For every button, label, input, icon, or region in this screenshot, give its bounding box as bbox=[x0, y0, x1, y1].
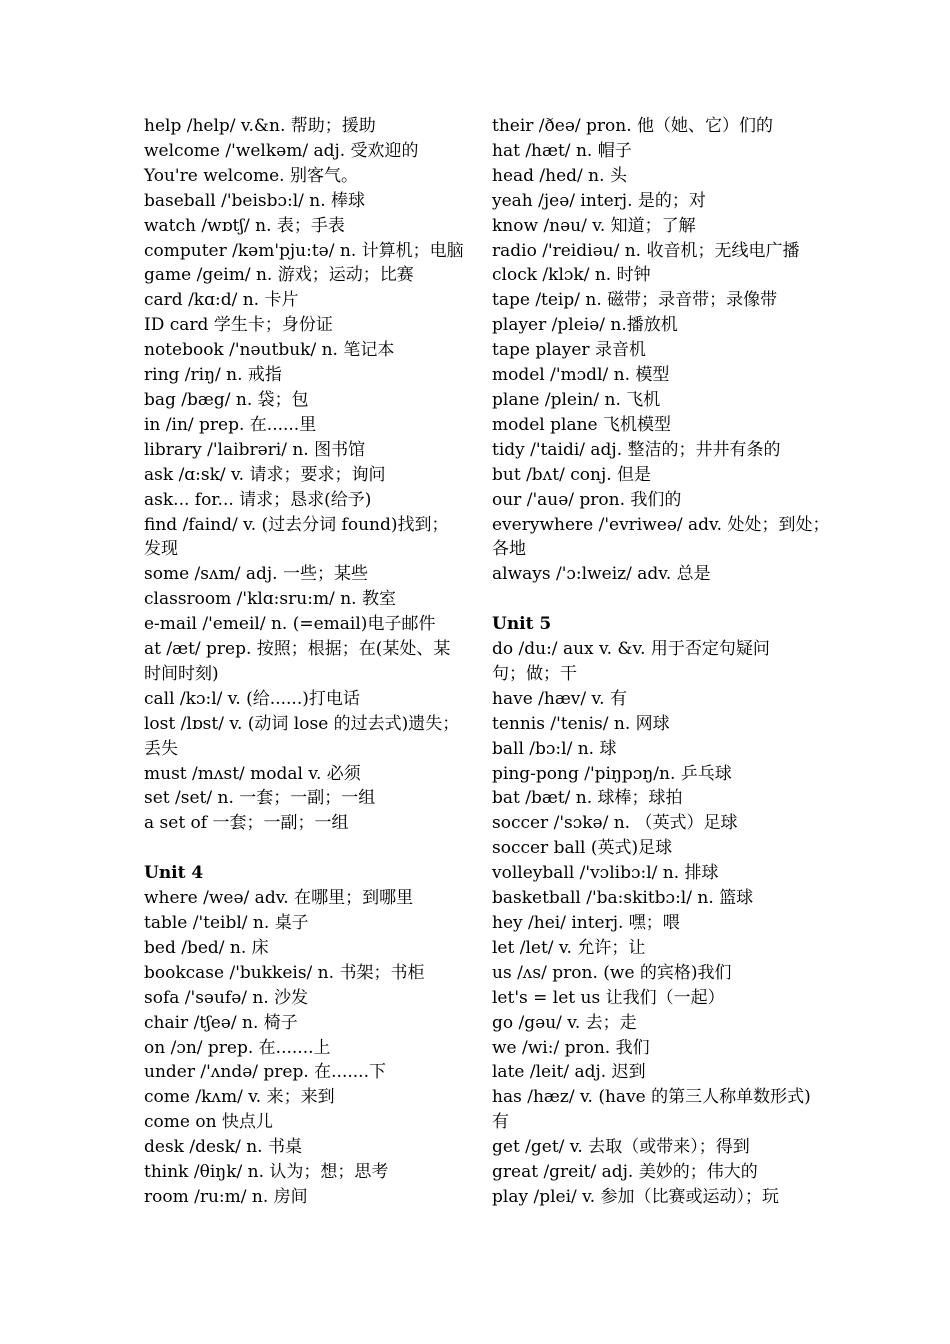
vocab-entry: table /'teibl/ n. 桌子 bbox=[144, 912, 309, 933]
vocab-entry: classroom /'klɑ:sru:m/ n. 教室 bbox=[144, 589, 396, 610]
vocab-entry: head /hed/ n. 头 bbox=[492, 165, 627, 186]
vocab-entry: notebook /'nəutbuk/ n. 笔记本 bbox=[144, 340, 395, 361]
vocab-list-a bbox=[492, 114, 822, 513]
vocab-entry: ID card 学生卡；身份证 bbox=[144, 315, 333, 336]
vocab-entry: get /get/ v. 去取（或带来）；得到 bbox=[492, 1137, 750, 1158]
vocab-entry: ping-pong /'piŋpɔŋ/n. 乒乓球 bbox=[492, 763, 732, 784]
vocab-entry: set /set/ n. 一套；一副；一组 bbox=[144, 788, 376, 809]
vocab-entry: radio /'reidiəu/ n. 收音机；无线电广播 bbox=[492, 240, 800, 261]
vocab-entry: tennis /'tenis/ n. 网球 bbox=[492, 713, 670, 734]
vocab-entry: sofa /'səufə/ n. 沙发 bbox=[144, 987, 309, 1008]
vocab-entry-at: at /æt/ prep. 按照；根据；在(某处、某 bbox=[144, 639, 451, 660]
vocab-entry: room /ru:m/ n. 房间 bbox=[144, 1186, 308, 1207]
vocab-entry: us /ʌs/ pron. (we 的宾格)我们 bbox=[492, 962, 732, 983]
vocab-entry: under /'ʌndə/ prep. 在.......下 bbox=[144, 1062, 386, 1083]
vocab-entry: model plane 飞机模型 bbox=[492, 414, 672, 435]
vocab-entry: but /bʌt/ conj. 但是 bbox=[492, 464, 652, 485]
vocab-entry: plane /plein/ n. 飞机 bbox=[492, 389, 661, 410]
vocab-entry: ask /ɑ:sk/ v. 请求；要求；询问 bbox=[144, 464, 386, 485]
vocab-entry-has-cont: 有 bbox=[492, 1112, 509, 1133]
vocab-entry: hat /hæt/ n. 帽子 bbox=[492, 140, 632, 161]
vocab-entry: let's = let us 让我们（一起） bbox=[492, 987, 725, 1008]
vocab-entry: know /nəu/ v. 知道；了解 bbox=[492, 215, 696, 236]
right-column bbox=[492, 114, 830, 1210]
vocab-entry: player /pleiə/ n.播放机 bbox=[492, 315, 678, 336]
vocab-entry: a set of 一套；一副；一组 bbox=[144, 813, 349, 834]
vocab-entry: yeah /jeə/ interj. 是的；对 bbox=[492, 190, 706, 211]
vocab-entry: soccer /'sɔkə/ n. （英式）足球 bbox=[492, 813, 738, 834]
vocab-entry: welcome /'welkəm/ adj. 受欢迎的 bbox=[144, 140, 419, 161]
vocab-entry-always: always /'ɔ:lweiz/ adv. 总是 bbox=[492, 564, 711, 585]
unit-4-heading: Unit 4 bbox=[144, 863, 204, 884]
vocab-entry-call: call /kɔ:l/ v. (给......)打电话 bbox=[144, 688, 360, 709]
vocab-entry: we /wi:/ pron. 我们 bbox=[492, 1037, 650, 1058]
vocab-entry: basketball /'ba:skitbɔ:l/ n. 篮球 bbox=[492, 888, 754, 909]
vocab-entry-do-cont: 句；做；干 bbox=[492, 663, 577, 684]
vocab-entry-find: find /faind/ v. (过去分词 found)找到； bbox=[144, 514, 449, 535]
vocab-entry: some /sʌm/ adj. 一些；某些 bbox=[144, 564, 368, 585]
vocab-entry: come /kʌm/ v. 来；来到 bbox=[144, 1087, 335, 1108]
vocab-entry: soccer ball (英式)足球 bbox=[492, 838, 673, 859]
vocab-entry: come on 快点儿 bbox=[144, 1112, 273, 1133]
vocab-entry: bag /bæg/ n. 袋；包 bbox=[144, 389, 309, 410]
vocab-entry-do: do /du:/ aux v. &v. 用于否定句疑问 bbox=[492, 639, 770, 660]
vocab-entry: You're welcome. 别客气。 bbox=[144, 165, 358, 186]
vocab-entry-lost: lost /lɒst/ v. (动词 lose 的过去式)遗失； bbox=[144, 713, 460, 734]
vocab-entry: great /greit/ adj. 美妙的；伟大的 bbox=[492, 1162, 758, 1183]
vocab-entry: their /ðeə/ pron. 他（她、它）们的 bbox=[492, 116, 774, 136]
unit-5-heading: Unit 5 bbox=[492, 614, 552, 635]
vocab-entry: must /mʌst/ modal v. 必须 bbox=[144, 763, 361, 784]
vocab-list-a bbox=[144, 114, 469, 513]
vocab-entry: have /hæv/ v. 有 bbox=[492, 688, 627, 709]
vocab-entry: library /'laibrəri/ n. 图书馆 bbox=[144, 439, 366, 460]
vocab-entry-at-cont: 时间时刻) bbox=[144, 663, 219, 684]
vocab-entry: watch /wɒtʃ/ n. 表；手表 bbox=[144, 215, 345, 236]
vocab-entry: ball /bɔ:l/ n. 球 bbox=[492, 738, 617, 759]
vocab-entry: e-mail /'emeil/ n. (=email)电子邮件 bbox=[144, 614, 436, 635]
vocab-entry-everywhere-cont: 各地 bbox=[492, 539, 526, 560]
vocab-entry-has: has /hæz/ v. (have 的第三人称单数形式) bbox=[492, 1087, 811, 1108]
vocab-entry: tidy /'taidi/ adj. 整洁的；井井有条的 bbox=[492, 439, 781, 460]
vocab-entry: late /leit/ adj. 迟到 bbox=[492, 1062, 646, 1083]
vocab-entry: clock /klɔk/ n. 时钟 bbox=[492, 265, 651, 286]
vocab-entry: bed /bed/ n. 床 bbox=[144, 937, 269, 958]
vocab-entry: bookcase /'bukkeis/ n. 书架；书柜 bbox=[144, 962, 425, 983]
vocab-entry-everywhere: everywhere /'evriweə/ adv. 处处；到处； bbox=[492, 514, 830, 535]
vocab-entry: help /help/ v.&n. 帮助；援助 bbox=[144, 116, 376, 136]
vocab-entry: where /weə/ adv. 在哪里；到哪里 bbox=[144, 888, 414, 909]
section-gap bbox=[144, 836, 469, 861]
vocab-entry: ask... for... 请求；恳求(给予) bbox=[144, 489, 372, 510]
vocab-entry: card /kɑ:d/ n. 卡片 bbox=[144, 290, 299, 311]
unit-5-list bbox=[492, 687, 822, 1086]
section-gap bbox=[492, 587, 822, 612]
vocab-entry: our /'auə/ pron. 我们的 bbox=[492, 489, 682, 510]
vocab-entry-find-cont: 发现 bbox=[144, 539, 178, 560]
vocab-entry: desk /desk/ n. 书桌 bbox=[144, 1137, 302, 1158]
vocab-entry: let /let/ v. 允许；让 bbox=[492, 937, 646, 958]
vocab-entry: bat /bæt/ n. 球棒；球拍 bbox=[492, 788, 683, 809]
vocab-entry: tape player 录音机 bbox=[492, 340, 646, 361]
vocab-entry: chair /tʃeə/ n. 椅子 bbox=[144, 1012, 298, 1033]
vocab-entry-lost-cont: 丢失 bbox=[144, 738, 178, 759]
vocab-entry: in /in/ prep. 在......里 bbox=[144, 414, 317, 435]
vocab-entry: game /geim/ n. 游戏；运动；比赛 bbox=[144, 265, 414, 286]
vocab-entry: think /θiŋk/ n. 认为；想；思考 bbox=[144, 1162, 389, 1183]
vocab-entry: play /plei/ v. 参加（比赛或运动）；玩 bbox=[492, 1186, 780, 1207]
vocab-entry: baseball /'beisbɔ:l/ n. 棒球 bbox=[144, 190, 366, 211]
vocab-entry: ring /riŋ/ n. 戒指 bbox=[144, 365, 282, 386]
vocab-entry: go /gəu/ v. 去；走 bbox=[492, 1012, 637, 1033]
vocab-entry: model /'mɔdl/ n. 模型 bbox=[492, 365, 670, 386]
vocab-entry: tape /teip/ n. 磁带；录音带；录像带 bbox=[492, 290, 778, 311]
vocab-entry: volleyball /'vɔlibɔ:l/ n. 排球 bbox=[492, 863, 719, 884]
unit-4-list bbox=[144, 886, 469, 1210]
vocab-entry: on /ɔn/ prep. 在.......上 bbox=[144, 1037, 331, 1058]
vocab-entry: hey /hei/ interj. 嘿；喂 bbox=[492, 912, 680, 933]
left-column bbox=[144, 114, 469, 1210]
vocab-entry: computer /kəm'pju:tə/ n. 计算机；电脑 bbox=[144, 240, 464, 261]
